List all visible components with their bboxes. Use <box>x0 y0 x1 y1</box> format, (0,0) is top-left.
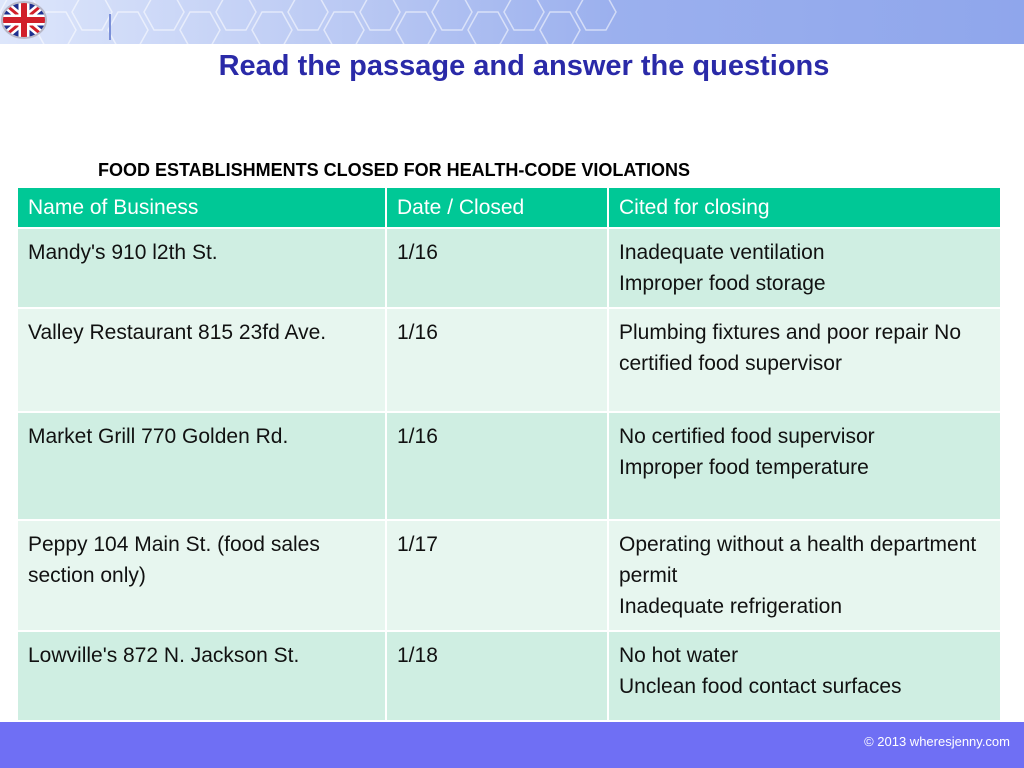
table-caption: FOOD ESTABLISHMENTS CLOSED FOR HEALTH-CODE VIOLATIONS <box>98 160 690 180</box>
table-header-row <box>17 187 1001 228</box>
cell-business-name: Lowville's 872 N. Jackson St. <box>17 631 386 721</box>
cell-business-name: Market Grill 770 Golden Rd. <box>17 412 386 520</box>
cell-date-closed: 1/16 <box>386 308 608 412</box>
hexagon-pattern <box>0 0 1024 44</box>
table-row <box>17 228 1001 308</box>
table-row <box>17 412 1001 520</box>
table-row <box>17 631 1001 721</box>
cell-cited-reason: Plumbing fixtures and poor repair No certified food supervisor <box>608 308 1001 412</box>
copyright-text: © 2013 wheresjenny.com <box>864 734 1010 749</box>
cell-date-closed: 1/18 <box>386 631 608 721</box>
footer-bar <box>0 722 1024 768</box>
cell-cited-reason: Operating without a health department permit Inadequate refrigeration <box>608 520 1001 631</box>
cell-date-closed: 1/16 <box>386 228 608 308</box>
cell-date-closed: 1/16 <box>386 412 608 520</box>
closures-table <box>16 186 1002 722</box>
top-banner <box>0 0 1024 44</box>
cell-business-name: Valley Restaurant 815 23fd Ave. <box>17 308 386 412</box>
cell-date-closed: 1/17 <box>386 520 608 631</box>
header-cited: Cited for closing <box>608 187 1001 228</box>
slide-title: Read the passage and answer the questions <box>218 50 830 82</box>
table-row <box>17 520 1001 631</box>
cell-cited-reason: No hot water Unclean food contact surfaces <box>608 631 1001 721</box>
cell-business-name: Mandy's 910 l2th St. <box>17 228 386 308</box>
cell-cited-reason: Inadequate ventilation Improper food storage <box>608 228 1001 308</box>
cell-cited-reason: No certified food supervisor Improper food temperature <box>608 412 1001 520</box>
uk-flag-icon <box>0 0 48 40</box>
cell-business-name: Peppy 104 Main St. (food sales section only) <box>17 520 386 631</box>
header-name: Name of Business <box>17 187 386 228</box>
table-row <box>17 308 1001 412</box>
header-date: Date / Closed <box>386 187 608 228</box>
